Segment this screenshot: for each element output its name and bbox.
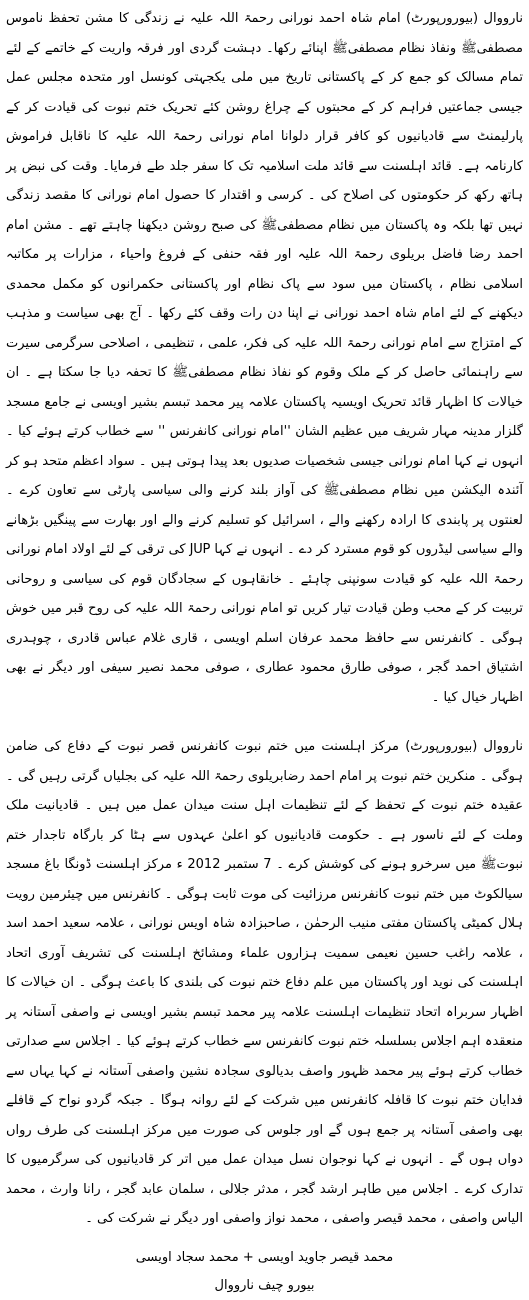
article-khatm-e-nabuwat-conference (6, 732, 523, 1234)
byline-office: بیورو چیف نارووال (214, 1277, 315, 1293)
article-2-paragraph: نارووال (بیورورپورٹ) مرکز اہلسنت میں ختم نبوت کانفرنس قصر نبوت کے دفاع کی ضامن ہوگی ۔ منکرین ختم نبوت پر امام احمد رضابریلوی رحمۃ اللہ علیہ کی بجلیاں گرتی رہیں گی ۔ عقیدہ ختم نبوت کے تحفظ کے لئے تنظیمات اہل سنت میدان عمل میں ہیں ۔ قادیانیت ملک وملت کے لئے ناسور ہے ۔ حکومت قادیانیوں کو اعلیٰ عہدوں سے ہٹا کر بارگاہ تاجدار ختم نبوتﷺ میں سرخرو ہونے کی کوشش کرے ۔ 7 ستمبر 2012 ء مرکز اہلسنت ڈونگا باغ مسجد سیالکوٹ میں ختم نبوت کانفرنس مرزائیت کی موت ثابت ہوگی ۔ کانفرنس میں چیئرمین رویت ہلال کمیٹی پاکستان مفتی منیب الرحمٰن ، صاحبزادہ شاہ اویس نورانی ، علامہ سعید احمد اسد ، علامہ راغب حسین نعیمی سمیت ہزاروں علماء ومشائخ اہلسنت کی تشریف آوری اتحاد اہلسنت کی نوید اور پاکستان میں علم دفاع ختم نبوت کی بلندی کا باعث ہوگی ۔ ان خیالات کا اظہار سربراہ اتحاد تنظیمات اہلسنت علامہ پیر محمد تبسم بشیر اویسی نے واصفی آستانہ پر منعقدہ اہم اجلاس بسلسلہ ختم نبوت کانفرنس سے خطاب کرتے ہوئے کیا ۔ اجلاس سے صدارتی خطاب کرتے ہوئے پیر محمد ظہور واصف بدیالوی سجادہ نشین واصفی آستانہ نے کہا یہاں سے فدایان ختم نبوت کا قافلہ کانفرنس میں شرکت کے لئے روانہ ہوگا ۔ جبکہ گردو نواح کے قافلے بھی واصفی آستانہ پر جمع ہوں گے اور جلوس کی صورت میں مرکز اہلسنت کی طرف رواں دواں ہوں گے ۔ انہوں نے کہا نوجوان نسل میدان عمل میں اتر کر قادیانیوں کی سرگرمیوں کا تدارک کرے ۔ اجلاس میں طاہر ارشد گجر ، مدثر جلالی ، سلمان عابد گجر ، رانا وارث ، محمد الیاس واصفی ، محمد قیصر واصفی ، محمد نواز واصفی اور دیگر نے شرکت کی ۔ (6, 739, 523, 1226)
byline (6, 1244, 523, 1300)
byline-authors: محمد قیصر جاوید اویسی + محمد سجاد اویسی (135, 1249, 394, 1265)
article-naib-imam-noorani (6, 4, 523, 712)
article-1-paragraph: نارووال (بیورورپورٹ) امام شاہ احمد نورانی رحمۃ اللہ علیہ نے زندگی کا مشن تحفظ ناموس مصطفیﷺ ونفاذ نظام مصطفیﷺ اپنائے رکھا۔ دہشت گردی اور فرقہ واریت کے خاتمے کے لئے تمام مسالک کو جمع کر کے پاکستانی تاریخ میں ملی یکجہتی کونسل اور متحدہ مجلس عمل جیسی جماعتیں فراہم کر کے محبتوں کے چراغ روشن کئے تحریک ختم نبوت کی قیادت کر کے پارلیمنٹ سے قادیانیوں کو کافر قرار دلوانا امام نورانی رحمۃ اللہ علیہ کا ناقابل فراموش کارنامہ ہے۔ قائد اہلسنت سے قائد ملت اسلامیہ تک کا سفر جلد طے فرمایا۔ وقت کی نبض پر ہاتھ رکھ کر حکومتوں کی اصلاح کی ۔ کرسی و اقتدار کا حصول امام نورانی کا مقصد زندگی نہیں تھا بلکہ وہ پاکستان میں نظام مصطفیﷺ کی صبح روشن دیکھنا چاہتے تھے ۔ مشن امام احمد رضا فاضل بریلوی رحمۃ اللہ علیہ اور فقہ حنفی کے فروغ واحیاء ، مزارات پر مکاتبہ اسلامی نظام ، پاکستان میں سود سے پاک نظام اور پاکستانی حکمرانوں کو مکمل محمدی دیکھنے کے لئے امام شاہ احمد نورانی نے اپنا دن رات وقف کئے رکھا ۔ آج بھی سیاست و مذہب کے امتزاج سے امام نورانی رحمۃ اللہ علیہ کی فکر، علمی ، تنظیمی ، اصلاحی سرگرمی سیرت سے راہنمائی حاصل کر کے ملک وقوم کو نفاذ نظام مصطفیﷺ کا تحفہ دیا جا سکتا ہے ۔ ان خیالات کا اظہار قائد تحریک اویسیہ پاکستان علامہ پیر محمد تبسم بشیر اویسی نے جامع مسجد گلزار مدینہ مہار شریف میں عظیم الشان ''امام نورانی کانفرنس '' سے خطاب کرتے ہوئے کیا ۔ انہوں نے کہا امام نورانی جیسی شخصیات صدیوں بعد پیدا ہوتی ہیں ۔ سواد اعظم متحد ہو کر آئندہ الیکشن میں نظام مصطفیﷺ کی آواز بلند کرنے والی سیاسی پارٹی سے تعاون کرے ۔ لعنتوں پر پابندی کا ارادہ رکھنے والے ، اسرائیل کو تسلیم کرنے والے اور بھارت سے پینگیں بڑھانے والے سیاسی لیڈروں کو قوم مسترد کر دے ۔ انہوں نے کہا JUP کی ترقی کے لئے اولاد امام نورانی رحمۃ اللہ علیہ کو قیادت سونپنی چاہئے ۔ خانقاہوں کے سجادگان قوم کی سیاسی و روحانی تربیت کر کے محب وطن قیادت تیار کریں تو امام نورانی رحمۃ اللہ علیہ کی روح قبر میں خوش ہوگی ۔ کانفرنس سے حافظ محمد عرفان اسلم اویسی ، قاری غلام عباس قادری ، چوہدری اشتیاق احمد گجر ، صوفی طارق محمود عطاری ، صوفی محمد نصیر سیفی اور دیگر نے بھی اظہار خیال کیا ۔ (6, 11, 523, 705)
